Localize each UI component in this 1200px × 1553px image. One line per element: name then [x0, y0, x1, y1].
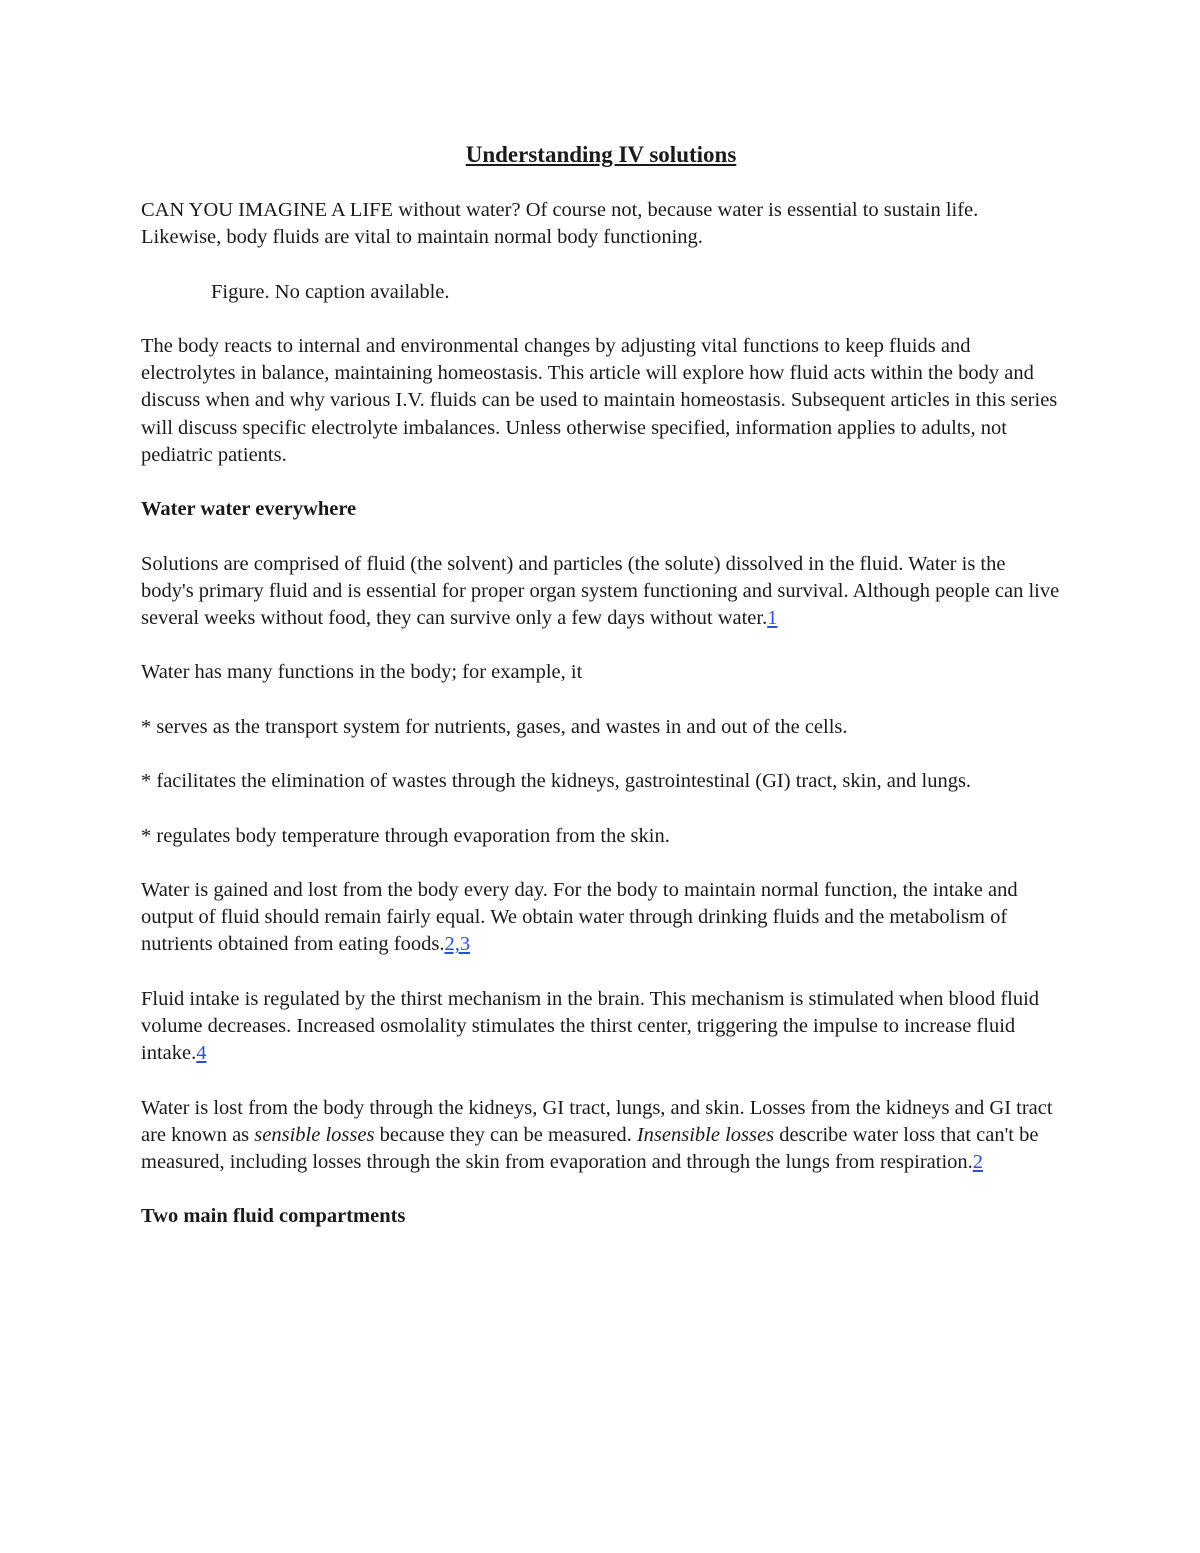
thirst-text: Fluid intake is regulated by the thirst mechanism in the brain. This mechanism is stimulated when blood fluid volume decreases. Increased osmolality stimulates the thirst center, triggering the impulse to increase fluid intake.: [141, 987, 1040, 1065]
losses-paragraph: [141, 1095, 1061, 1177]
figure-caption: Figure. No caption available.: [211, 280, 450, 303]
reference-link[interactable]: 2: [972, 1150, 984, 1173]
insensible-losses-term: Insensible losses: [636, 1123, 775, 1146]
solutions-paragraph: [141, 551, 1061, 633]
reference-link[interactable]: 1: [767, 606, 778, 629]
reference-link[interactable]: 4: [196, 1042, 207, 1065]
functions-intro-paragraph: Water has many functions in the body; for example, it: [141, 661, 583, 684]
section-heading-water: Water water everywhere: [141, 498, 357, 521]
losses-text-c: describe water loss that can't be measured, including losses through the skin from evaporation and through the lungs from respiration.: [141, 1123, 1039, 1173]
document-page: [141, 140, 1061, 1258]
sensible-losses-term: sensible losses: [254, 1123, 375, 1146]
losses-text-a: Water is lost from the body through the kidneys, GI tract, lungs, and skin. Losses from the kidneys and GI tract are known as: [141, 1096, 1053, 1146]
intro-paragraph: CAN YOU IMAGINE A LIFE without water? Of course not, because water is essential to sustain life. Likewise, body fluids are vital to maintain normal body functioning.: [141, 199, 979, 249]
list-item: * facilitates the elimination of wastes through the kidneys, gastrointestinal (GI) tract, skin, and lungs.: [141, 770, 972, 793]
gain-loss-paragraph: [141, 877, 1061, 959]
reference-link[interactable]: 2,3: [444, 933, 471, 956]
list-item: * regulates body temperature through evaporation from the skin.: [141, 824, 670, 847]
losses-text-b: because they can be measured.: [374, 1123, 637, 1146]
page-title: Understanding IV solutions: [465, 142, 737, 167]
thirst-paragraph: [141, 986, 1061, 1068]
gain-loss-text: Water is gained and lost from the body every day. For the body to maintain normal function, the intake and output of fluid should remain fairly equal. We obtain water through drinking fluids and the metabolism of nutrients obtained from eating foods.: [141, 878, 1018, 956]
solutions-text: Solutions are comprised of fluid (the solvent) and particles (the solute) dissolved in the fluid. Water is the body's primary fluid and is essential for proper organ system functioning and survival. Although people can live several weeks without food, they can survive only a few days without water.: [141, 552, 1060, 629]
section-heading-compartments: Two main fluid compartments: [141, 1205, 406, 1228]
homeostasis-paragraph: The body reacts to internal and environmental changes by adjusting vital functions to keep fluids and electrolytes in balance, maintaining homeostasis. This article will explore how fluid acts within the body and discuss when and why various I.V. fluids can be used to maintain homeostasis. Subsequent articles in this series will discuss specific electrolyte imbalances. Unless otherwise specified, information applies to adults, not pediatric patients.: [141, 334, 1058, 466]
list-item: * serves as the transport system for nutrients, gases, and wastes in and out of the cells.: [141, 715, 848, 738]
